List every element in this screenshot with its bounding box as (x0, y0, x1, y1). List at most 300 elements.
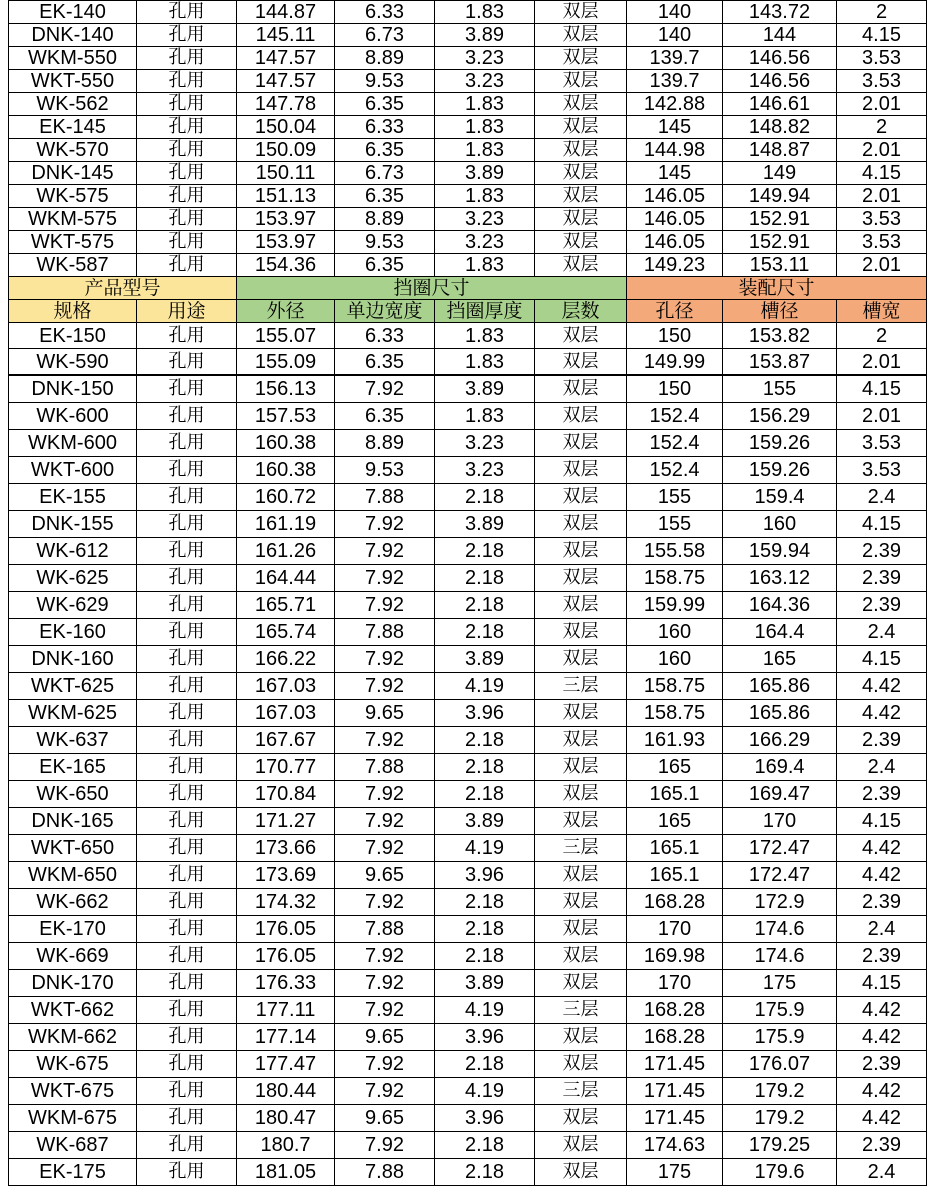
cell-layers: 双层 (535, 1132, 627, 1159)
cell-outer-diameter: 153.97 (237, 231, 335, 254)
cell-width: 7.92 (335, 970, 435, 997)
cell-usage: 孔用 (137, 808, 237, 835)
cell-width: 6.73 (335, 24, 435, 47)
cell-groove-diameter: 179.2 (723, 1105, 837, 1132)
cell-bore: 165.1 (627, 781, 723, 808)
cell-bore: 149.23 (627, 254, 723, 277)
cell-thickness: 3.96 (435, 862, 535, 889)
cell-spec: WK-600 (9, 403, 137, 430)
cell-bore: 168.28 (627, 889, 723, 916)
table-row (9, 673, 927, 700)
cell-groove-width: 4.42 (837, 835, 927, 862)
cell-usage: 孔用 (137, 139, 237, 162)
cell-layers: 双层 (535, 754, 627, 781)
cell-layers: 双层 (535, 24, 627, 47)
cell-spec: DNK-145 (9, 162, 137, 185)
cell-outer-diameter: 173.69 (237, 862, 335, 889)
cell-groove-width: 3.53 (837, 231, 927, 254)
table-row (9, 93, 927, 116)
cell-thickness: 1.83 (435, 403, 535, 430)
cell-usage: 孔用 (137, 70, 237, 93)
cell-outer-diameter: 174.32 (237, 889, 335, 916)
cell-bore: 171.45 (627, 1105, 723, 1132)
cell-thickness: 1.83 (435, 323, 535, 349)
cell-groove-diameter: 155 (723, 375, 837, 403)
cell-groove-width: 4.42 (837, 1078, 927, 1105)
cell-outer-diameter: 165.74 (237, 619, 335, 646)
cell-spec: WKM-625 (9, 700, 137, 727)
cell-usage: 孔用 (137, 700, 237, 727)
cell-outer-diameter: 176.05 (237, 943, 335, 970)
cell-layers: 双层 (535, 1024, 627, 1051)
cell-bore: 175 (627, 1159, 723, 1186)
cell-bore: 139.7 (627, 70, 723, 93)
cell-usage: 孔用 (137, 403, 237, 430)
cell-groove-width: 2.4 (837, 1159, 927, 1186)
cell-spec: WK-562 (9, 93, 137, 116)
cell-groove-diameter: 179.6 (723, 1159, 837, 1186)
cell-outer-diameter: 150.04 (237, 116, 335, 139)
cell-width: 6.35 (335, 403, 435, 430)
cell-groove-width: 4.42 (837, 700, 927, 727)
table-body-top (9, 1, 927, 277)
table-row (9, 862, 927, 889)
cell-spec: DNK-150 (9, 375, 137, 403)
cell-groove-width: 2.01 (837, 93, 927, 116)
table-row (9, 231, 927, 254)
cell-thickness: 3.89 (435, 511, 535, 538)
cell-groove-width: 3.53 (837, 208, 927, 231)
cell-bore: 145 (627, 162, 723, 185)
cell-outer-diameter: 154.36 (237, 254, 335, 277)
table-row (9, 700, 927, 727)
spec-table (8, 0, 927, 1186)
cell-layers: 双层 (535, 116, 627, 139)
col-header-layers: 层数 (535, 300, 627, 323)
cell-spec: WK-637 (9, 727, 137, 754)
cell-width: 7.92 (335, 538, 435, 565)
cell-groove-width: 2.39 (837, 565, 927, 592)
cell-groove-diameter: 172.9 (723, 889, 837, 916)
cell-bore: 170 (627, 916, 723, 943)
cell-thickness: 2.18 (435, 592, 535, 619)
cell-groove-width: 2.01 (837, 254, 927, 277)
cell-layers: 双层 (535, 916, 627, 943)
cell-groove-width: 4.42 (837, 1024, 927, 1051)
table-row (9, 116, 927, 139)
cell-groove-width: 4.15 (837, 24, 927, 47)
cell-outer-diameter: 167.03 (237, 673, 335, 700)
cell-bore: 146.05 (627, 208, 723, 231)
table-row (9, 511, 927, 538)
cell-groove-diameter: 179.2 (723, 1078, 837, 1105)
group-header-product: 产品型号 (9, 277, 237, 300)
cell-groove-diameter: 148.82 (723, 116, 837, 139)
cell-groove-diameter: 165.86 (723, 700, 837, 727)
cell-usage: 孔用 (137, 484, 237, 511)
table-row (9, 1132, 927, 1159)
cell-layers: 三层 (535, 835, 627, 862)
cell-layers: 双层 (535, 70, 627, 93)
cell-width: 7.92 (335, 727, 435, 754)
header-column-row (9, 300, 927, 323)
cell-thickness: 2.18 (435, 916, 535, 943)
cell-outer-diameter: 173.66 (237, 835, 335, 862)
cell-width: 7.92 (335, 889, 435, 916)
cell-spec: WKT-662 (9, 997, 137, 1024)
group-header-ring: 挡圈尺寸 (237, 277, 627, 300)
cell-usage: 孔用 (137, 93, 237, 116)
cell-groove-width: 4.42 (837, 997, 927, 1024)
cell-bore: 140 (627, 24, 723, 47)
cell-usage: 孔用 (137, 673, 237, 700)
cell-layers: 双层 (535, 254, 627, 277)
table-row (9, 1024, 927, 1051)
cell-spec: WKM-550 (9, 47, 137, 70)
cell-groove-width: 2.01 (837, 403, 927, 430)
cell-outer-diameter: 161.19 (237, 511, 335, 538)
cell-spec: EK-140 (9, 1, 137, 24)
cell-bore: 161.93 (627, 727, 723, 754)
cell-spec: WKM-675 (9, 1105, 137, 1132)
cell-usage: 孔用 (137, 916, 237, 943)
cell-width: 7.92 (335, 673, 435, 700)
cell-groove-width: 2.39 (837, 1132, 927, 1159)
cell-width: 7.92 (335, 565, 435, 592)
cell-width: 7.88 (335, 1159, 435, 1186)
cell-width: 6.35 (335, 139, 435, 162)
cell-groove-diameter: 156.29 (723, 403, 837, 430)
cell-thickness: 3.89 (435, 808, 535, 835)
cell-groove-width: 2.4 (837, 754, 927, 781)
cell-thickness: 1.83 (435, 116, 535, 139)
cell-width: 6.33 (335, 1, 435, 24)
cell-bore: 155 (627, 484, 723, 511)
cell-outer-diameter: 155.07 (237, 323, 335, 349)
cell-outer-diameter: 165.71 (237, 592, 335, 619)
cell-outer-diameter: 167.03 (237, 700, 335, 727)
cell-bore: 152.4 (627, 457, 723, 484)
cell-bore: 158.75 (627, 700, 723, 727)
cell-layers: 三层 (535, 1078, 627, 1105)
cell-spec: DNK-165 (9, 808, 137, 835)
cell-layers: 双层 (535, 943, 627, 970)
cell-outer-diameter: 167.67 (237, 727, 335, 754)
cell-usage: 孔用 (137, 24, 237, 47)
table-row (9, 538, 927, 565)
cell-thickness: 3.89 (435, 375, 535, 403)
cell-groove-width: 4.15 (837, 646, 927, 673)
cell-outer-diameter: 160.72 (237, 484, 335, 511)
cell-spec: WKT-600 (9, 457, 137, 484)
cell-groove-diameter: 169.47 (723, 781, 837, 808)
table-row (9, 754, 927, 781)
cell-width: 7.92 (335, 781, 435, 808)
table-row (9, 889, 927, 916)
col-header-groove-diameter: 槽径 (723, 300, 837, 323)
cell-groove-width: 2.4 (837, 484, 927, 511)
cell-width: 8.89 (335, 208, 435, 231)
cell-groove-width: 2 (837, 116, 927, 139)
cell-groove-diameter: 172.47 (723, 862, 837, 889)
cell-layers: 双层 (535, 231, 627, 254)
cell-width: 8.89 (335, 47, 435, 70)
col-header-thickness: 挡圈厚度 (435, 300, 535, 323)
cell-usage: 孔用 (137, 1132, 237, 1159)
cell-bore: 160 (627, 646, 723, 673)
cell-bore: 144.98 (627, 139, 723, 162)
cell-outer-diameter: 161.26 (237, 538, 335, 565)
cell-layers: 双层 (535, 727, 627, 754)
cell-thickness: 2.18 (435, 538, 535, 565)
table-row (9, 808, 927, 835)
cell-groove-width: 2.01 (837, 349, 927, 376)
cell-outer-diameter: 150.09 (237, 139, 335, 162)
cell-thickness: 4.19 (435, 1078, 535, 1105)
cell-spec: DNK-170 (9, 970, 137, 997)
cell-usage: 孔用 (137, 185, 237, 208)
col-header-bore: 孔径 (627, 300, 723, 323)
cell-outer-diameter: 147.57 (237, 47, 335, 70)
cell-thickness: 2.18 (435, 889, 535, 916)
cell-bore: 155.58 (627, 538, 723, 565)
cell-usage: 孔用 (137, 727, 237, 754)
cell-usage: 孔用 (137, 943, 237, 970)
cell-bore: 158.75 (627, 673, 723, 700)
cell-width: 7.92 (335, 511, 435, 538)
table-row (9, 970, 927, 997)
cell-width: 6.35 (335, 349, 435, 376)
cell-usage: 孔用 (137, 538, 237, 565)
cell-spec: WKT-625 (9, 673, 137, 700)
cell-outer-diameter: 156.13 (237, 375, 335, 403)
cell-usage: 孔用 (137, 997, 237, 1024)
cell-thickness: 1.83 (435, 185, 535, 208)
cell-width: 7.92 (335, 943, 435, 970)
col-header-width: 单边宽度 (335, 300, 435, 323)
cell-bore: 140 (627, 1, 723, 24)
table-row (9, 70, 927, 93)
cell-width: 6.35 (335, 254, 435, 277)
cell-groove-diameter: 165 (723, 646, 837, 673)
cell-outer-diameter: 155.09 (237, 349, 335, 376)
cell-bore: 159.99 (627, 592, 723, 619)
table-row (9, 24, 927, 47)
cell-thickness: 3.23 (435, 430, 535, 457)
cell-outer-diameter: 170.77 (237, 754, 335, 781)
cell-bore: 168.28 (627, 1024, 723, 1051)
cell-bore: 139.7 (627, 47, 723, 70)
cell-width: 7.88 (335, 619, 435, 646)
cell-outer-diameter: 176.05 (237, 916, 335, 943)
cell-spec: WK-625 (9, 565, 137, 592)
cell-usage: 孔用 (137, 565, 237, 592)
cell-bore: 155 (627, 511, 723, 538)
cell-outer-diameter: 177.14 (237, 1024, 335, 1051)
table-row (9, 619, 927, 646)
cell-groove-width: 4.15 (837, 511, 927, 538)
cell-groove-diameter: 170 (723, 808, 837, 835)
cell-thickness: 2.18 (435, 619, 535, 646)
cell-groove-diameter: 143.72 (723, 1, 837, 24)
header-group-row (9, 277, 927, 300)
cell-width: 9.65 (335, 862, 435, 889)
table-row (9, 646, 927, 673)
cell-layers: 双层 (535, 208, 627, 231)
cell-spec: WK-675 (9, 1051, 137, 1078)
cell-usage: 孔用 (137, 457, 237, 484)
cell-groove-diameter: 159.26 (723, 430, 837, 457)
cell-spec: WK-587 (9, 254, 137, 277)
cell-groove-diameter: 149 (723, 162, 837, 185)
cell-groove-diameter: 172.47 (723, 835, 837, 862)
cell-groove-width: 2.01 (837, 139, 927, 162)
cell-bore: 165.1 (627, 835, 723, 862)
cell-outer-diameter: 181.05 (237, 1159, 335, 1186)
cell-outer-diameter: 171.27 (237, 808, 335, 835)
cell-groove-width: 2.39 (837, 538, 927, 565)
table-row (9, 403, 927, 430)
cell-width: 6.73 (335, 162, 435, 185)
cell-thickness: 4.19 (435, 997, 535, 1024)
cell-outer-diameter: 145.11 (237, 24, 335, 47)
cell-layers: 双层 (535, 1159, 627, 1186)
table-row (9, 1078, 927, 1105)
cell-groove-diameter: 175.9 (723, 1024, 837, 1051)
cell-outer-diameter: 164.44 (237, 565, 335, 592)
cell-spec: WK-570 (9, 139, 137, 162)
cell-groove-diameter: 159.26 (723, 457, 837, 484)
cell-layers: 双层 (535, 139, 627, 162)
cell-spec: EK-175 (9, 1159, 137, 1186)
cell-groove-diameter: 153.87 (723, 349, 837, 376)
cell-spec: WK-629 (9, 592, 137, 619)
cell-groove-width: 3.53 (837, 47, 927, 70)
cell-groove-diameter: 174.6 (723, 943, 837, 970)
cell-groove-width: 3.53 (837, 457, 927, 484)
cell-layers: 双层 (535, 93, 627, 116)
cell-width: 7.92 (335, 1051, 435, 1078)
cell-groove-width: 4.42 (837, 1105, 927, 1132)
cell-outer-diameter: 151.13 (237, 185, 335, 208)
table-row (9, 565, 927, 592)
cell-width: 6.33 (335, 323, 435, 349)
cell-width: 9.53 (335, 457, 435, 484)
cell-bore: 165.1 (627, 862, 723, 889)
cell-bore: 152.4 (627, 430, 723, 457)
cell-outer-diameter: 177.47 (237, 1051, 335, 1078)
cell-layers: 双层 (535, 1105, 627, 1132)
cell-width: 9.65 (335, 1105, 435, 1132)
cell-outer-diameter: 150.11 (237, 162, 335, 185)
cell-groove-diameter: 152.91 (723, 231, 837, 254)
cell-width: 7.88 (335, 754, 435, 781)
cell-bore: 150 (627, 375, 723, 403)
cell-groove-diameter: 164.4 (723, 619, 837, 646)
cell-groove-width: 2.01 (837, 185, 927, 208)
cell-groove-width: 2.39 (837, 1051, 927, 1078)
cell-layers: 双层 (535, 47, 627, 70)
cell-width: 9.65 (335, 700, 435, 727)
cell-bore: 171.45 (627, 1051, 723, 1078)
cell-thickness: 2.18 (435, 484, 535, 511)
cell-usage: 孔用 (137, 1078, 237, 1105)
cell-usage: 孔用 (137, 430, 237, 457)
cell-layers: 双层 (535, 646, 627, 673)
cell-usage: 孔用 (137, 1051, 237, 1078)
cell-layers: 双层 (535, 457, 627, 484)
cell-layers: 双层 (535, 185, 627, 208)
cell-outer-diameter: 147.78 (237, 93, 335, 116)
cell-bore: 174.63 (627, 1132, 723, 1159)
cell-bore: 171.45 (627, 1078, 723, 1105)
cell-groove-diameter: 149.94 (723, 185, 837, 208)
cell-outer-diameter: 180.47 (237, 1105, 335, 1132)
cell-usage: 孔用 (137, 646, 237, 673)
cell-width: 7.92 (335, 1078, 435, 1105)
cell-usage: 孔用 (137, 889, 237, 916)
cell-outer-diameter: 160.38 (237, 457, 335, 484)
cell-thickness: 2.18 (435, 943, 535, 970)
cell-outer-diameter: 180.7 (237, 1132, 335, 1159)
cell-groove-diameter: 159.94 (723, 538, 837, 565)
col-header-groove-width: 槽宽 (837, 300, 927, 323)
cell-groove-width: 2.39 (837, 592, 927, 619)
cell-spec: EK-160 (9, 619, 137, 646)
cell-width: 6.35 (335, 185, 435, 208)
cell-layers: 双层 (535, 430, 627, 457)
cell-width: 7.92 (335, 808, 435, 835)
cell-usage: 孔用 (137, 1159, 237, 1186)
cell-thickness: 2.18 (435, 1132, 535, 1159)
cell-outer-diameter: 180.44 (237, 1078, 335, 1105)
cell-bore: 152.4 (627, 403, 723, 430)
cell-width: 6.35 (335, 93, 435, 116)
cell-usage: 孔用 (137, 47, 237, 70)
cell-spec: WK-662 (9, 889, 137, 916)
cell-spec: EK-165 (9, 754, 137, 781)
cell-spec: WK-612 (9, 538, 137, 565)
cell-layers: 双层 (535, 700, 627, 727)
cell-spec: EK-170 (9, 916, 137, 943)
cell-groove-diameter: 164.36 (723, 592, 837, 619)
cell-thickness: 1.83 (435, 349, 535, 376)
cell-layers: 双层 (535, 808, 627, 835)
cell-thickness: 3.23 (435, 231, 535, 254)
cell-thickness: 2.18 (435, 565, 535, 592)
cell-groove-diameter: 146.56 (723, 47, 837, 70)
cell-spec: DNK-155 (9, 511, 137, 538)
cell-layers: 双层 (535, 484, 627, 511)
cell-thickness: 3.23 (435, 47, 535, 70)
cell-layers: 双层 (535, 592, 627, 619)
cell-groove-diameter: 176.07 (723, 1051, 837, 1078)
cell-bore: 170 (627, 970, 723, 997)
cell-groove-width: 2 (837, 1, 927, 24)
table-row (9, 208, 927, 231)
cell-usage: 孔用 (137, 1, 237, 24)
table-row (9, 943, 927, 970)
cell-bore: 165 (627, 808, 723, 835)
table-row (9, 1105, 927, 1132)
cell-outer-diameter: 160.38 (237, 430, 335, 457)
cell-usage: 孔用 (137, 162, 237, 185)
table-row (9, 430, 927, 457)
cell-thickness: 3.89 (435, 646, 535, 673)
cell-groove-width: 2 (837, 323, 927, 349)
cell-layers: 双层 (535, 1, 627, 24)
cell-usage: 孔用 (137, 349, 237, 376)
